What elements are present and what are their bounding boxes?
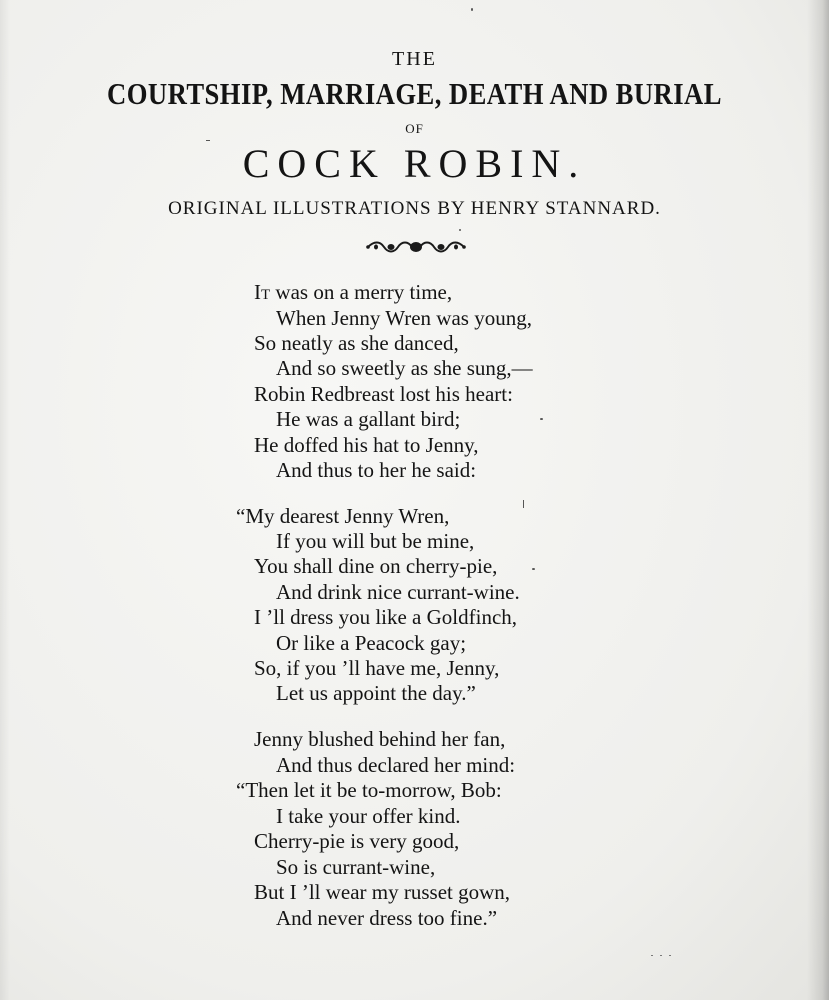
poem-line: Robin Redbreast lost his heart: [254,382,513,406]
poem-line: But I ’ll wear my russet gown, [254,880,511,904]
scan-speck [540,418,543,420]
scan-speck [206,140,210,141]
drop-initial: It [254,280,271,304]
scan-speck [523,500,524,508]
scan-speck [669,955,671,956]
poem-line: Cherry-pie is very good, [254,829,460,853]
poem-line: And thus declared her mind: [276,753,516,777]
poem-line: When Jenny Wren was young, [276,306,532,330]
poem-line: Let us appoint the day.” [276,681,476,705]
scan-speck [459,229,461,231]
scan-speck [532,568,535,570]
poem-line: So neatly as she danced, [254,331,459,355]
title-of: OF [405,121,424,136]
poem-line: I take your offer kind. [276,804,461,828]
poem-line: Jenny blushed behind her fan, [254,727,506,751]
poem-line: If you will but be mine, [276,529,475,553]
scan-speck [651,955,653,956]
poem-line: So is currant-wine, [276,855,436,879]
poem-line: “Then let it be to-morrow, Bob: [236,778,502,802]
illustrations-credit: ORIGINAL ILLUSTRATIONS BY HENRY STANNARD. [168,198,661,219]
poem-line: And so sweetly as she sung,— [276,356,533,380]
scan-speck [471,8,473,11]
poem-line: Or like a Peacock gay; [276,631,467,655]
poem-line: And drink nice currant-wine. [276,580,520,604]
poem-line: I ’ll dress you like a Goldfinch, [254,605,518,629]
title-cock-robin: COCK ROBIN. [242,141,587,186]
poem-line: You shall dine on cherry-pie, [254,554,498,578]
poem-line: He was a gallant bird; [276,407,461,431]
title-main: COURTSHIP, MARRIAGE, DEATH AND BURIAL [107,76,722,111]
scan-speck [660,955,662,956]
poem-line: He doffed his hat to Jenny, [254,433,479,457]
poem-line: “My dearest Jenny Wren, [236,504,450,528]
poem-line-text: was on a merry time, [270,280,453,304]
title-the: THE [392,48,437,70]
poem-line: And never dress too fine.” [276,906,498,930]
poem-line: And thus to her he said: [276,458,477,482]
poem-line: So, if you ’ll have me, Jenny, [254,656,500,680]
poem-line [254,282,452,303]
